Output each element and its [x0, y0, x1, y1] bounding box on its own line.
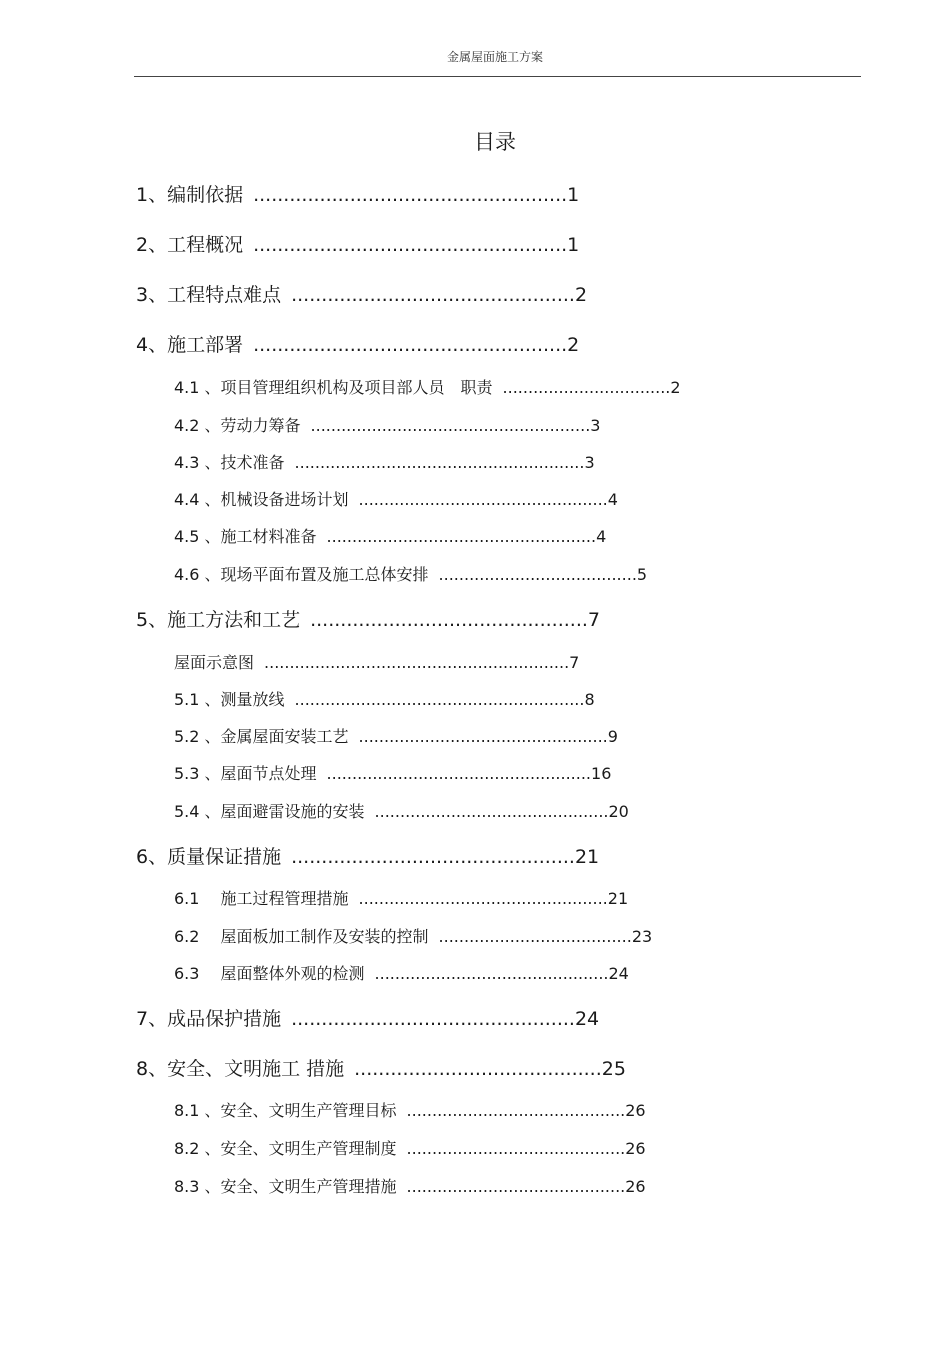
- toc-entry[interactable]: [174, 687, 595, 710]
- toc-entry-label: 8.2 、安全、文明生产管理制度: [174, 1139, 397, 1158]
- toc-entry-leader: ...............................................: [291, 284, 575, 306]
- toc-entry-page: 24: [608, 964, 629, 983]
- toc-entry[interactable]: [174, 562, 647, 585]
- toc-entry-page: 1: [567, 234, 580, 256]
- toc-entry-page: 7: [587, 609, 601, 631]
- toc-entry[interactable]: [174, 1136, 646, 1159]
- toc-entry-label: 4.2 、劳动力筹备: [174, 416, 301, 435]
- toc-entry-label: 6、质量保证措施: [136, 846, 282, 868]
- toc-entry-label: 1、编制依据: [136, 184, 244, 206]
- toc-entry-leader: ...........................................: [406, 1177, 626, 1196]
- toc-entry-leader: .................................: [502, 378, 671, 397]
- toc-entry-page: 7: [569, 653, 580, 672]
- toc-entry-page: 3: [590, 416, 601, 435]
- toc-entry[interactable]: [174, 961, 629, 984]
- toc-entry-label: 8.3 、安全、文明生产管理措施: [174, 1177, 397, 1196]
- toc-entry-label: 8、安全、文明施工 措施: [136, 1058, 345, 1080]
- toc-entry[interactable]: [136, 842, 599, 869]
- toc-entry-label: 6.2 屋面板加工制作及安装的控制: [174, 927, 429, 946]
- toc-entry-page: 9: [607, 727, 618, 746]
- toc-entry-leader: ............................................................: [264, 653, 570, 672]
- toc-entry-page: 2: [670, 378, 681, 397]
- toc-entry[interactable]: [136, 230, 579, 257]
- toc-entry-page: 2: [574, 284, 588, 306]
- toc-entry-page: 21: [574, 846, 600, 868]
- toc-entry-page: 4: [596, 527, 607, 546]
- toc-entry-label: 6.3 屋面整体外观的检测: [174, 964, 365, 983]
- toc-entry[interactable]: [136, 330, 579, 357]
- toc-entry-label: 5、施工方法和工艺: [136, 609, 301, 631]
- toc-entry-label: 6.1 施工过程管理措施: [174, 889, 349, 908]
- toc-entry-leader: ...........................................: [406, 1101, 626, 1120]
- toc-entry[interactable]: [136, 1004, 599, 1031]
- toc-entry-label: 屋面示意图: [174, 653, 255, 672]
- toc-entry-page: 25: [601, 1058, 626, 1080]
- toc-entry-page: 26: [625, 1139, 646, 1158]
- toc-entry[interactable]: [136, 605, 600, 632]
- toc-entry-label: 4.4 、机械设备进场计划: [174, 490, 349, 509]
- toc-entry-leader: .................................................: [358, 490, 608, 509]
- toc-entry[interactable]: [174, 1098, 646, 1121]
- toc-entry-page: 23: [631, 927, 653, 946]
- running-header: 金属屋面施工方案: [446, 50, 543, 64]
- toc-entry[interactable]: [174, 650, 579, 673]
- toc-title: 目录: [474, 130, 516, 154]
- toc-entry-label: 5.3 、屋面节点处理: [174, 764, 317, 783]
- toc-entry-leader: .......................................................: [310, 416, 591, 435]
- toc-entry-leader: .................................................: [358, 727, 608, 746]
- toc-entry[interactable]: [174, 375, 681, 398]
- toc-entry-label: 3、工程特点难点: [136, 284, 282, 306]
- toc-entry-leader: ...............................................: [291, 846, 575, 868]
- toc-entry-label: 5.1 、测量放线: [174, 690, 285, 709]
- toc-entry[interactable]: [136, 1054, 626, 1081]
- toc-entry-leader: .........................................................: [294, 453, 585, 472]
- toc-entry-page: 5: [636, 565, 648, 584]
- toc-entry-page: 20: [608, 802, 629, 821]
- toc-entry-leader: ......................................: [438, 927, 632, 946]
- toc-entry-label: 4.1 、项目管理组织机构及项目部人员 职责: [174, 378, 493, 397]
- toc-entry[interactable]: [174, 924, 652, 947]
- toc-entry-label: 8.1 、安全、文明生产管理目标: [174, 1101, 397, 1120]
- toc-entry-page: 26: [625, 1177, 646, 1196]
- toc-entry-leader: .......................................: [438, 565, 637, 584]
- toc-entry-label: 2、工程概况: [136, 234, 244, 256]
- toc-entry-leader: ...............................................: [291, 1008, 575, 1030]
- toc-entry-label: 5.2 、金属屋面安装工艺: [174, 727, 349, 746]
- toc-entry[interactable]: [174, 761, 611, 784]
- toc-entry-page: 21: [607, 889, 629, 908]
- toc-entry-page: 4: [607, 490, 618, 509]
- toc-entry-page: 2: [567, 334, 580, 356]
- toc-entry-page: 8: [584, 690, 595, 709]
- toc-entry-page: 1: [567, 184, 580, 206]
- toc-entry-leader: ....................................................: [253, 234, 568, 256]
- toc-entry[interactable]: [174, 886, 628, 909]
- toc-entry-leader: .................................................: [358, 889, 608, 908]
- toc-entry-leader: ....................................................: [253, 334, 568, 356]
- toc-entry-leader: ....................................................: [326, 764, 592, 783]
- toc-entry[interactable]: [174, 724, 618, 747]
- toc-entry[interactable]: [136, 280, 587, 307]
- toc-entry[interactable]: [174, 524, 606, 547]
- toc-entry-label: 4.3 、技术准备: [174, 453, 285, 472]
- toc-entry-leader: .....................................................: [326, 527, 597, 546]
- toc-entry-leader: .........................................: [354, 1058, 602, 1080]
- toc-entry-leader: ...........................................: [406, 1139, 626, 1158]
- toc-entry[interactable]: [174, 450, 595, 473]
- toc-entry-leader: ..............................................: [374, 802, 609, 821]
- toc-entry-label: 4.6 、现场平面布置及施工总体安排: [174, 565, 429, 584]
- toc-entry[interactable]: [174, 487, 618, 510]
- toc-entry-label: 4、施工部署: [136, 334, 244, 356]
- toc-entry-leader: .........................................................: [294, 690, 585, 709]
- toc-entry-leader: ..............................................: [374, 964, 609, 983]
- toc-entry-leader: ..............................................: [310, 609, 588, 631]
- toc-entry-page: 16: [591, 764, 612, 783]
- toc-entry-page: 3: [584, 453, 595, 472]
- header-rule: [134, 76, 861, 77]
- toc-entry-leader: ....................................................: [253, 184, 568, 206]
- toc-entry[interactable]: [136, 180, 579, 207]
- toc-entry-page: 24: [574, 1008, 600, 1030]
- toc-entry-label: 4.5 、施工材料准备: [174, 527, 317, 546]
- toc-entry[interactable]: [174, 799, 629, 822]
- toc-entry[interactable]: [174, 413, 600, 436]
- toc-entry-label: 7、成品保护措施: [136, 1008, 282, 1030]
- toc-entry-label: 5.4 、屋面避雷设施的安装: [174, 802, 365, 821]
- toc-entry[interactable]: [174, 1174, 646, 1197]
- toc-entry-page: 26: [625, 1101, 646, 1120]
